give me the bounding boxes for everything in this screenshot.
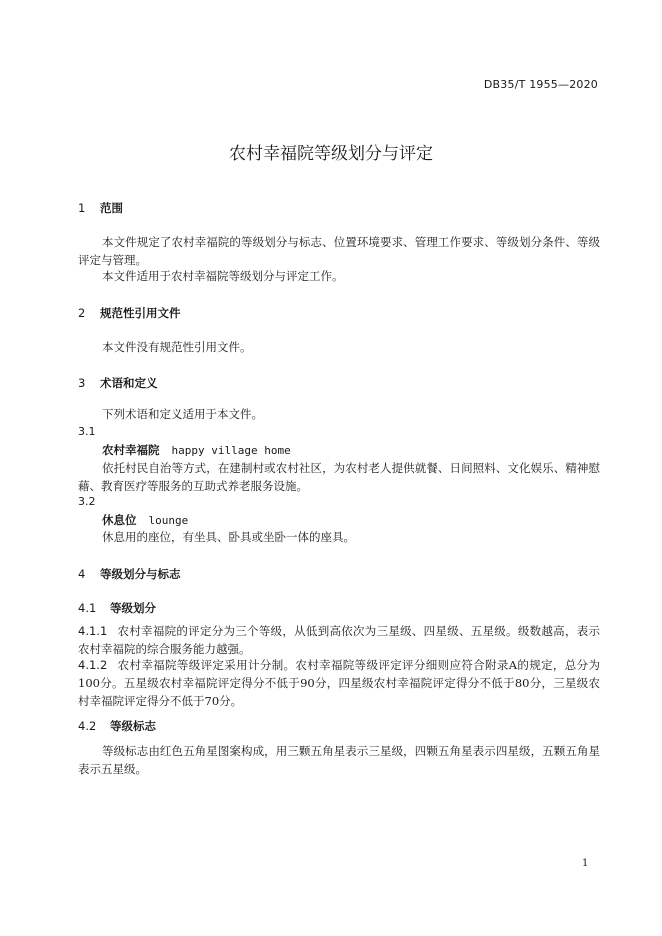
term-number: 3.1 — [78, 425, 96, 438]
term-entry — [102, 442, 291, 458]
term-number: 3.2 — [78, 495, 96, 508]
clause-4-1-2 — [78, 656, 600, 710]
term-en: happy village home — [171, 444, 291, 457]
section-number: 2 — [78, 306, 86, 320]
section-heading-1 — [78, 200, 123, 216]
term-entry — [102, 512, 188, 528]
clause-text: 农村幸福院的评定分为三个等级，从低到高依次为三星级、四星级、五星级。级数越高，表示农村幸福院的综合服务能力越强。 — [78, 624, 600, 656]
subsection-heading-4-2 — [78, 718, 156, 734]
standard-code: DB35/T 1955—2020 — [483, 78, 598, 91]
paragraph: 等级标志由红色五角星图案构成，用三颗五角星表示三星级，四颗五角星表示四星级，五颗五角星表示五星级。 — [78, 744, 600, 776]
clause-text: 农村幸福院等级评定采用计分制。农村幸福院等级评定评分细则应符合附录A的规定，总分为100分。五星级农村幸福院评定得分不低于90分，四星级农村幸福院评定得分不低于80分，三星级农村幸福院评定得分不低于70分。 — [78, 658, 600, 708]
term-zh: 农村幸福院 — [102, 443, 160, 457]
section-title: 范围 — [100, 201, 124, 215]
paragraph: 本文件规定了农村幸福院的等级划分与标志、位置环境要求、管理工作要求、等级划分条件、等级评定与管理。 — [78, 235, 600, 267]
paragraph: 本文件没有规范性引用文件。 — [102, 340, 252, 354]
section-title: 规范性引用文件 — [100, 306, 181, 320]
term-definition: 依托村民自治等方式，在建制村或农村社区，为农村老人提供就餐、日间照料、文化娱乐、精神慰藉、教育医疗等服务的互助式养老服务设施。 — [78, 461, 600, 493]
clause-number: 4.1.2 — [78, 658, 108, 672]
section-number: 1 — [78, 201, 86, 215]
section-title: 术语和定义 — [100, 376, 158, 390]
term-definition: 休息用的座位，有坐具、卧具或坐卧一体的座具。 — [102, 530, 355, 544]
subsection-number: 4.1 — [78, 601, 97, 615]
paragraph: 下列术语和定义适用于本文件。 — [102, 407, 263, 421]
paragraph: 本文件适用于农村幸福院等级划分与评定工作。 — [102, 269, 344, 283]
section-heading-4 — [78, 566, 181, 582]
document-title: 农村幸福院等级划分与评定 — [229, 144, 433, 164]
section-number: 3 — [78, 376, 86, 390]
subsection-heading-4-1 — [78, 600, 156, 616]
page-number: 1 — [582, 858, 589, 869]
subsection-number: 4.2 — [78, 719, 97, 733]
subsection-title: 等级划分 — [110, 601, 157, 615]
section-heading-2 — [78, 305, 181, 321]
section-heading-3 — [78, 375, 158, 391]
subsection-title: 等级标志 — [110, 719, 157, 733]
term-en: lounge — [148, 514, 189, 527]
section-title: 等级划分与标志 — [100, 567, 181, 581]
term-zh: 休息位 — [102, 513, 137, 527]
clause-number: 4.1.1 — [78, 624, 108, 638]
section-number: 4 — [78, 567, 86, 581]
clause-4-1-1 — [78, 622, 600, 658]
